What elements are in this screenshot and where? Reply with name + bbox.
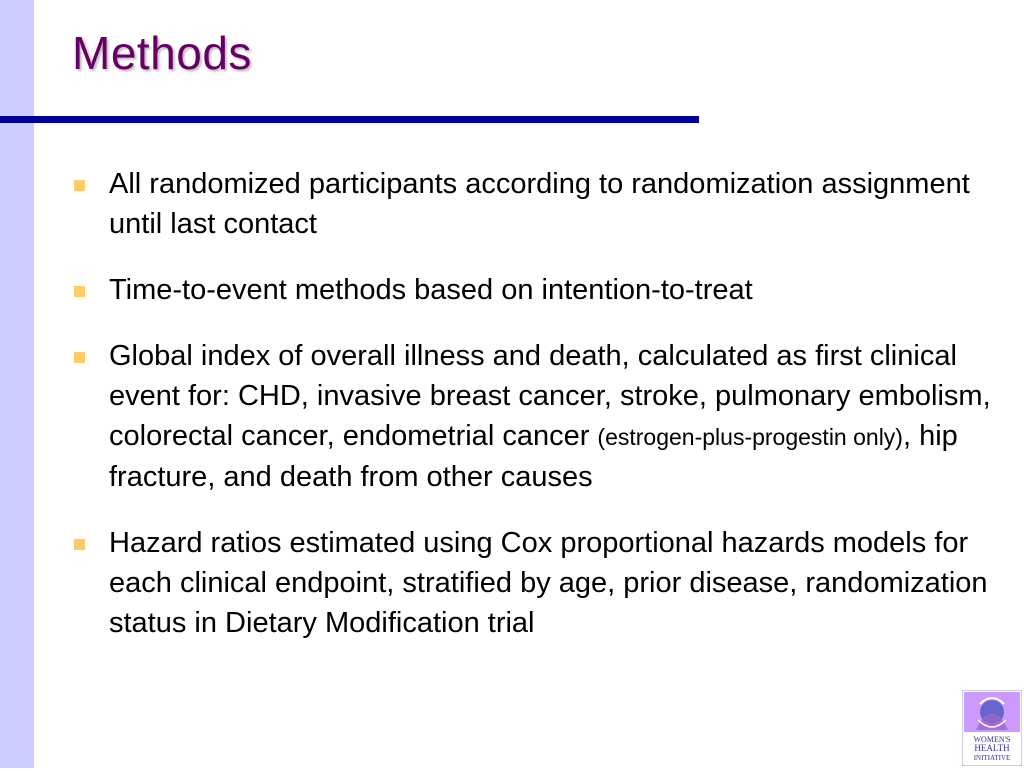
bullet-list [72,164,1002,669]
bullet-item [72,270,1002,310]
bullet-text: Hazard ratios estimated using Cox proportional hazards models for each clinical endpoint, stratified by age, prior disease, randomization status in Dietary Modification trial [109,527,988,639]
womens-health-initiative-logo-icon [962,690,1022,766]
title-underline [0,116,699,123]
bullet-text-qualifier: (estrogen-plus-progestin only) [597,424,903,450]
bullet-square-icon [74,180,85,191]
logo-line: INITIATIVE [973,754,1011,762]
bullet-text: All randomized participants according to randomization assignment until last contact [109,168,970,240]
bullet-text [109,340,991,493]
bullet-text: Time-to-event methods based on intention-to-treat [109,274,753,306]
bullet-square-icon [74,539,85,550]
slide-title: Methods [72,27,252,79]
bullet-text-part: , hip fracture, and death from other causes [109,420,958,493]
bullet-item [72,523,1002,643]
bullet-item [72,164,1002,244]
bullet-text-part: Global index of overall illness and death, calculated as first clinical event for: CHD, invasive breast cancer, stroke, pulmonary embolism, colorectal cancer, endometrial cancer [109,340,991,452]
bullet-square-icon [74,352,85,363]
logo-line: WOMEN'S [973,735,1011,744]
logo-line: HEALTH [974,743,1010,753]
bullet-item [72,336,1002,497]
bullet-square-icon [74,286,85,297]
